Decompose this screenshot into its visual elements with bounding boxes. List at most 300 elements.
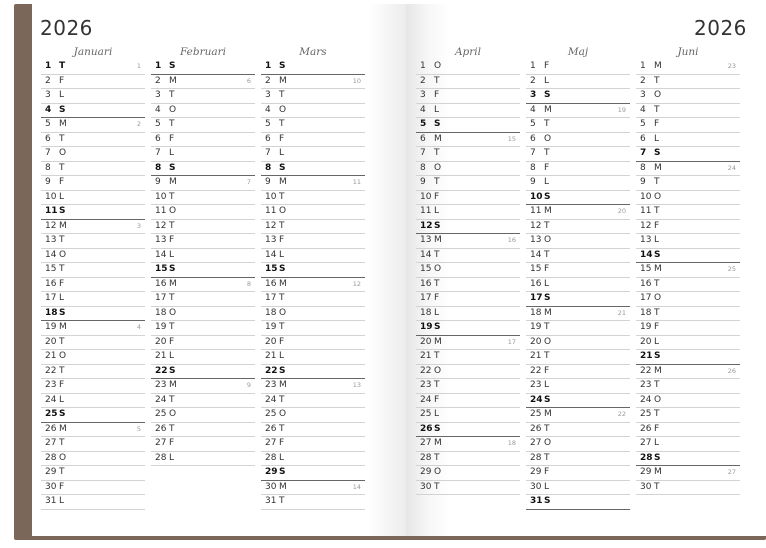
weekday-letter: L — [544, 278, 550, 289]
week-number: 11 — [352, 178, 361, 186]
weekday-letter: L — [544, 75, 550, 86]
weekday-letter: F — [434, 90, 440, 100]
day-number: 14 — [530, 249, 542, 260]
day-number: 4 — [420, 104, 426, 115]
weekday-letter: O — [544, 336, 552, 347]
day-row — [416, 350, 520, 365]
day-number: 23 — [155, 380, 167, 390]
day-number: 22 — [155, 365, 168, 376]
weekday-letter: M — [169, 75, 177, 86]
weekday-letter: S — [544, 90, 551, 100]
weekday-letter: F — [279, 336, 285, 347]
weekday-letter: M — [169, 278, 177, 289]
day-number: 3 — [155, 90, 161, 100]
day-number: 13 — [45, 235, 57, 245]
day-number: 21 — [265, 351, 277, 361]
day-row — [261, 408, 365, 423]
day-number: 7 — [640, 148, 647, 158]
day-number: 16 — [420, 278, 432, 289]
weekday-letter: L — [169, 249, 175, 260]
weekday-letter: T — [544, 452, 550, 463]
day-number: 22 — [45, 365, 57, 376]
day-number: 7 — [530, 148, 536, 158]
weekday-letter: S — [544, 496, 551, 506]
day-row — [41, 75, 145, 90]
day-number: 8 — [155, 162, 162, 173]
weekday-letter: M — [59, 322, 67, 332]
day-number: 10 — [530, 191, 543, 202]
day-number: 6 — [640, 133, 646, 144]
week-number: 20 — [617, 207, 626, 215]
week-number: 13 — [352, 381, 361, 389]
day-number: 2 — [420, 75, 426, 86]
week-number: 4 — [136, 323, 141, 331]
day-number: 10 — [155, 191, 167, 202]
day-row — [41, 263, 145, 278]
day-row — [636, 379, 740, 394]
day-number: 4 — [45, 104, 52, 115]
week-number: 14 — [352, 482, 361, 491]
weekday-letter: L — [279, 351, 285, 361]
weekday-letter: M — [169, 380, 177, 390]
day-row — [261, 176, 365, 191]
year-heading-right: 2026 — [694, 16, 747, 40]
weekday-letter: T — [434, 380, 440, 390]
weekday-letter: L — [59, 496, 65, 506]
weekday-letter: S — [544, 394, 551, 405]
day-number: 27 — [45, 438, 57, 448]
day-row — [41, 336, 145, 351]
weekday-letter: O — [169, 206, 177, 216]
day-row — [526, 147, 630, 162]
day-row — [41, 321, 145, 336]
day-number: 26 — [155, 423, 167, 434]
weekday-letter: L — [654, 438, 660, 448]
day-row — [41, 379, 145, 394]
day-row — [151, 263, 255, 278]
weekday-letter: T — [169, 423, 175, 434]
month-column-januari — [41, 44, 145, 510]
day-row — [526, 249, 630, 264]
week-number: 7 — [246, 178, 251, 186]
weekday-letter: S — [59, 307, 66, 318]
weekday-letter: M — [59, 119, 67, 129]
day-row — [261, 147, 365, 162]
weekday-letter: S — [279, 365, 286, 376]
day-row — [526, 336, 630, 351]
weekday-letter: F — [59, 278, 65, 289]
day-row — [416, 220, 520, 235]
weekday-letter: O — [654, 293, 662, 303]
weekday-letter: T — [169, 90, 175, 100]
weekday-letter: T — [544, 148, 550, 158]
day-row — [636, 75, 740, 90]
month-name: Januari — [73, 46, 113, 58]
week-number: 25 — [727, 265, 736, 273]
weekday-letter: T — [169, 220, 175, 231]
weekday-letter: F — [434, 394, 440, 405]
day-row — [636, 234, 740, 249]
weekday-letter: L — [434, 409, 440, 419]
day-number: 9 — [640, 177, 646, 187]
day-number: 17 — [420, 293, 432, 303]
weekday-letter: S — [434, 220, 441, 231]
day-row — [261, 394, 365, 409]
day-row — [261, 133, 365, 148]
weekday-letter: O — [434, 365, 442, 376]
weekday-letter: O — [59, 452, 67, 463]
day-number: 8 — [420, 162, 426, 173]
day-number: 20 — [530, 336, 542, 347]
day-row — [151, 60, 255, 75]
month-column-februari — [151, 44, 255, 466]
day-number: 24 — [420, 394, 432, 405]
weekday-letter: S — [169, 365, 176, 376]
day-row — [636, 350, 740, 365]
weekday-letter: F — [654, 119, 660, 129]
day-number: 10 — [45, 191, 57, 202]
weekday-letter: T — [434, 148, 440, 158]
day-row — [416, 321, 520, 336]
weekday-letter: O — [654, 90, 662, 100]
day-row — [636, 162, 740, 177]
day-number: 11 — [155, 206, 167, 216]
day-row — [416, 234, 520, 249]
day-number: 7 — [420, 148, 426, 158]
day-number: 13 — [640, 235, 652, 245]
day-row — [151, 394, 255, 409]
weekday-letter: M — [279, 278, 287, 289]
day-number: 30 — [265, 481, 277, 492]
week-number: 22 — [617, 410, 626, 418]
day-number: 12 — [420, 220, 433, 231]
day-row — [41, 292, 145, 307]
weekday-letter: T — [169, 394, 175, 405]
weekday-letter: T — [59, 438, 65, 448]
day-number: 22 — [640, 365, 652, 376]
day-number: 2 — [640, 75, 646, 86]
day-row — [636, 60, 740, 75]
month-column-april — [416, 44, 520, 495]
week-number: 10 — [352, 76, 361, 85]
day-number: 23 — [530, 380, 542, 390]
weekday-letter: F — [544, 467, 550, 477]
day-number: 30 — [45, 481, 57, 492]
day-row — [151, 336, 255, 351]
day-row — [41, 176, 145, 191]
day-number: 1 — [530, 61, 536, 71]
day-number: 18 — [45, 307, 58, 318]
day-number: 1 — [640, 61, 646, 71]
weekday-letter: T — [654, 307, 660, 318]
day-number: 2 — [45, 75, 51, 86]
day-number: 11 — [530, 206, 542, 216]
weekday-letter: S — [434, 423, 441, 434]
day-number: 10 — [640, 191, 652, 202]
day-number: 26 — [45, 423, 57, 434]
day-row — [261, 437, 365, 452]
weekday-letter: S — [279, 162, 286, 173]
weekday-letter: S — [279, 61, 286, 71]
day-row — [636, 437, 740, 452]
day-row — [636, 452, 740, 467]
day-number: 3 — [530, 90, 537, 100]
day-row — [151, 408, 255, 423]
day-row — [416, 75, 520, 90]
weekday-letter: T — [59, 133, 65, 144]
weekday-letter: T — [279, 394, 285, 405]
day-row — [526, 89, 630, 104]
day-row — [261, 191, 365, 206]
weekday-letter: M — [544, 206, 552, 216]
weekday-letter: L — [544, 481, 550, 492]
weekday-letter: F — [544, 365, 550, 376]
weekday-letter: F — [59, 380, 65, 390]
day-number: 19 — [45, 322, 57, 332]
day-number: 27 — [155, 438, 167, 448]
day-row — [526, 60, 630, 75]
day-row — [526, 205, 630, 220]
day-row — [151, 307, 255, 322]
day-number: 26 — [640, 423, 652, 434]
day-number: 5 — [640, 119, 646, 129]
day-row — [41, 162, 145, 177]
day-row — [416, 336, 520, 351]
day-number: 21 — [640, 351, 653, 361]
day-number: 23 — [640, 380, 652, 390]
day-number: 19 — [155, 322, 167, 332]
day-number: 12 — [640, 220, 652, 231]
day-row — [636, 365, 740, 380]
weekday-letter: S — [654, 148, 661, 158]
month-name: Februari — [179, 46, 227, 58]
weekday-letter: T — [279, 496, 285, 506]
day-row — [416, 118, 520, 133]
day-number: 25 — [530, 409, 542, 419]
day-number: 4 — [155, 104, 161, 115]
day-number: 24 — [45, 394, 57, 405]
day-row — [636, 133, 740, 148]
week-number: 9 — [246, 381, 251, 389]
day-row — [526, 263, 630, 278]
weekday-letter: F — [654, 220, 660, 231]
day-row — [416, 379, 520, 394]
day-number: 21 — [420, 351, 432, 361]
day-number: 21 — [530, 351, 542, 361]
day-number: 5 — [45, 119, 51, 129]
weekday-letter: T — [654, 104, 660, 115]
weekday-letter: T — [279, 322, 285, 332]
day-row — [636, 220, 740, 235]
weekday-letter: O — [434, 264, 442, 274]
day-number: 23 — [420, 380, 432, 390]
day-row — [261, 466, 365, 481]
weekday-letter: L — [59, 90, 65, 100]
day-row — [636, 466, 740, 481]
day-number: 10 — [420, 191, 432, 202]
week-number: 27 — [727, 468, 736, 476]
day-row — [261, 423, 365, 438]
day-number: 24 — [265, 394, 277, 405]
day-number: 29 — [45, 467, 57, 477]
month-name: Juni — [677, 46, 699, 58]
weekday-letter: O — [544, 133, 552, 144]
day-row — [151, 379, 255, 394]
day-row — [636, 176, 740, 191]
day-row — [636, 118, 740, 133]
weekday-letter: T — [59, 235, 65, 245]
day-number: 24 — [155, 394, 167, 405]
weekday-letter: F — [59, 177, 65, 187]
day-row — [41, 191, 145, 206]
day-row — [416, 205, 520, 220]
day-number: 1 — [265, 61, 272, 71]
month-name: Maj — [567, 46, 589, 58]
day-row — [416, 452, 520, 467]
day-number: 30 — [640, 481, 652, 492]
weekday-letter: S — [59, 104, 66, 115]
day-number: 25 — [265, 409, 277, 419]
weekday-letter: L — [434, 307, 440, 318]
weekday-letter: L — [169, 351, 175, 361]
weekday-letter: M — [169, 177, 177, 187]
day-row — [636, 292, 740, 307]
day-row — [261, 75, 365, 90]
day-number: 5 — [420, 119, 427, 129]
day-row — [416, 481, 520, 496]
weekday-letter: M — [434, 336, 442, 347]
day-number: 19 — [530, 322, 542, 332]
day-number: 19 — [640, 322, 652, 332]
day-row — [41, 495, 145, 510]
day-row — [526, 350, 630, 365]
day-row — [416, 191, 520, 206]
day-number: 23 — [45, 380, 57, 390]
week-number: 6 — [246, 76, 251, 85]
day-row — [261, 263, 365, 278]
day-row — [41, 452, 145, 467]
day-row — [261, 205, 365, 220]
day-row — [526, 176, 630, 191]
day-row — [636, 423, 740, 438]
day-number: 17 — [155, 293, 167, 303]
day-number: 22 — [265, 365, 278, 376]
weekday-letter: M — [434, 133, 442, 144]
day-number: 20 — [155, 336, 167, 347]
weekday-letter: T — [434, 351, 440, 361]
day-row — [526, 423, 630, 438]
weekday-letter: T — [544, 351, 550, 361]
week-number: 23 — [727, 62, 736, 70]
weekday-letter: T — [654, 206, 660, 216]
day-number: 3 — [420, 90, 426, 100]
day-row — [151, 176, 255, 191]
day-number: 18 — [530, 307, 542, 318]
weekday-letter: L — [279, 148, 285, 158]
day-number: 29 — [530, 467, 542, 477]
day-row — [261, 307, 365, 322]
weekday-letter: O — [59, 249, 67, 260]
day-number: 20 — [640, 336, 652, 347]
day-number: 18 — [640, 307, 652, 318]
weekday-letter: L — [59, 191, 65, 202]
day-row — [416, 249, 520, 264]
day-row — [416, 292, 520, 307]
day-row — [151, 423, 255, 438]
weekday-letter: T — [169, 191, 175, 202]
weekday-letter: T — [169, 119, 175, 129]
weekday-letter: M — [279, 177, 287, 187]
weekday-letter: M — [59, 220, 67, 231]
day-row — [416, 60, 520, 75]
day-row — [526, 466, 630, 481]
weekday-letter: M — [654, 264, 662, 274]
weekday-letter: F — [434, 293, 440, 303]
weekday-letter: S — [654, 249, 661, 260]
day-number: 2 — [265, 75, 271, 86]
weekday-letter: O — [59, 351, 67, 361]
day-row — [526, 452, 630, 467]
weekday-letter: O — [59, 148, 67, 158]
weekday-letter: T — [654, 278, 660, 289]
weekday-letter: T — [169, 293, 175, 303]
month-name: April — [454, 46, 482, 58]
weekday-letter: M — [279, 75, 287, 86]
weekday-letter: T — [59, 61, 66, 71]
day-row — [41, 307, 145, 322]
day-number: 25 — [640, 409, 652, 419]
week-number: 17 — [507, 337, 516, 346]
weekday-letter: M — [654, 61, 662, 71]
day-row — [636, 89, 740, 104]
day-number: 5 — [530, 119, 536, 129]
week-number: 18 — [507, 439, 516, 447]
day-row — [261, 481, 365, 496]
day-row — [261, 321, 365, 336]
day-number: 6 — [530, 133, 536, 144]
day-number: 24 — [640, 394, 652, 405]
weekday-letter: T — [279, 119, 285, 129]
day-row — [41, 423, 145, 438]
day-number: 23 — [265, 380, 277, 390]
weekday-letter: L — [544, 380, 550, 390]
day-number: 10 — [265, 191, 277, 202]
day-number: 31 — [265, 496, 277, 506]
day-number: 27 — [265, 438, 277, 448]
day-number: 29 — [420, 467, 432, 477]
weekday-letter: O — [279, 409, 287, 419]
day-row — [261, 60, 365, 75]
day-number: 15 — [530, 264, 542, 274]
day-row — [261, 249, 365, 264]
day-row — [41, 104, 145, 119]
day-number: 11 — [640, 206, 652, 216]
day-number: 17 — [45, 293, 57, 303]
weekday-letter: L — [654, 133, 660, 144]
weekday-letter: M — [654, 162, 662, 173]
day-number: 14 — [45, 249, 57, 260]
day-row — [416, 365, 520, 380]
day-row — [526, 278, 630, 293]
day-row — [416, 423, 520, 438]
day-number: 29 — [265, 467, 278, 477]
day-row — [636, 191, 740, 206]
day-row — [151, 292, 255, 307]
day-row — [526, 379, 630, 394]
weekday-letter: M — [654, 467, 662, 477]
day-number: 15 — [45, 264, 57, 274]
week-number: 1 — [136, 62, 141, 70]
